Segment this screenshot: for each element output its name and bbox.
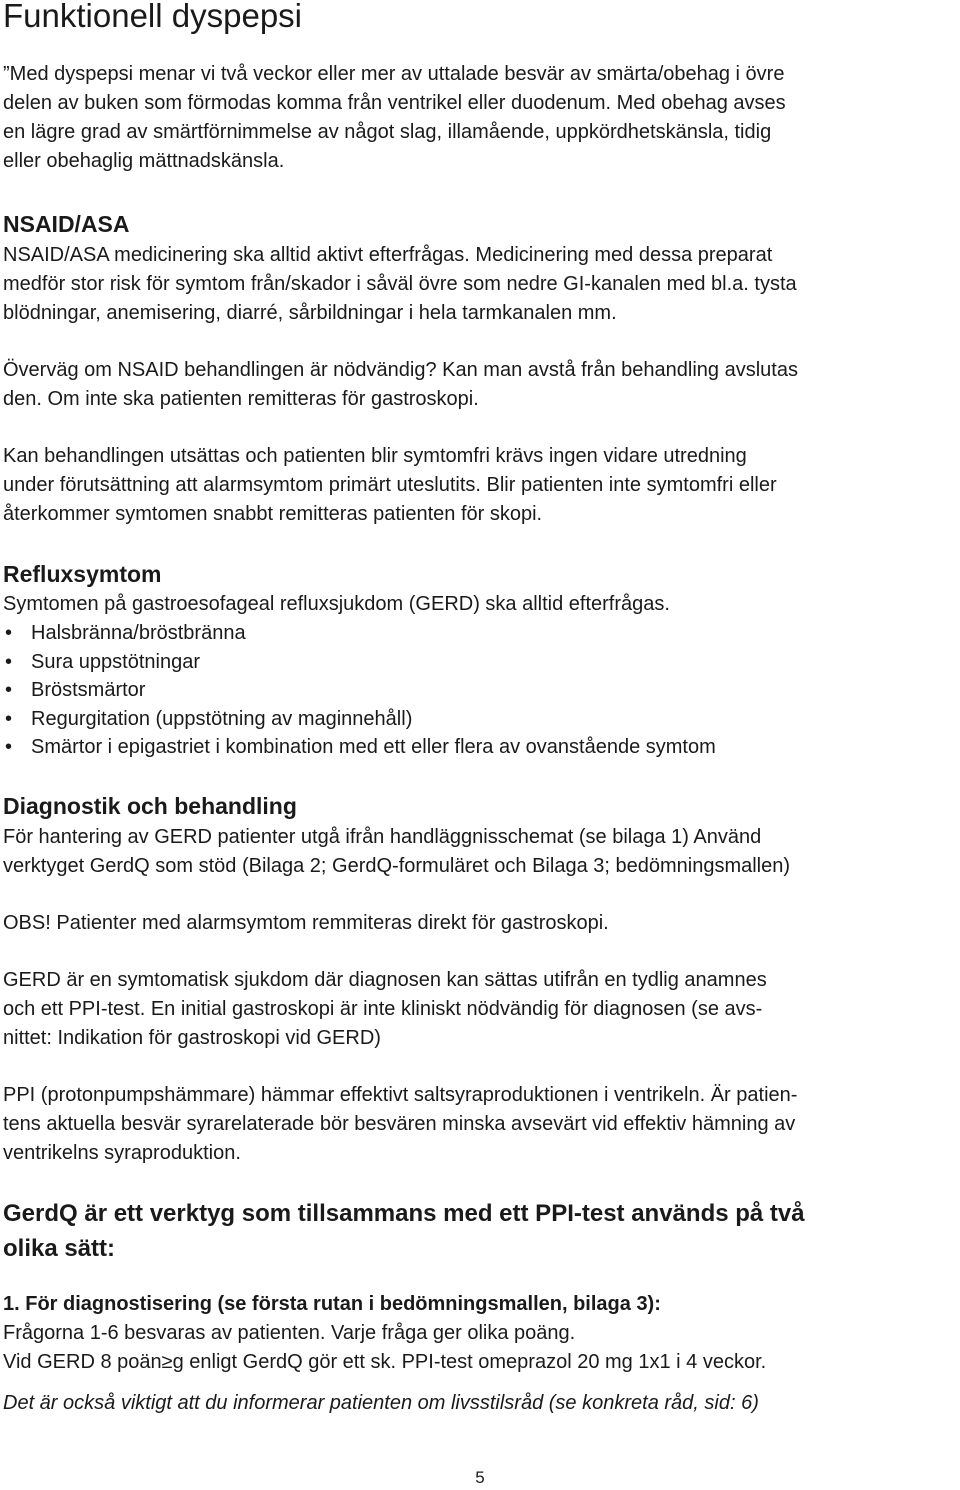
obs-paragraph: OBS! Patienter med alarmsymtom remmiteras direkt för gastroskopi. xyxy=(3,912,609,934)
nsaid-paragraph-1 xyxy=(3,241,955,328)
diag-line: nittet: Indikation för gastroskopi vid GERD) xyxy=(3,1027,381,1049)
intro-line: en lägre grad av smärtförnimmelse av något slag, illamående, uppkördhetskänsla, tidig xyxy=(3,121,772,143)
nsaid-paragraph-3 xyxy=(3,442,955,529)
nsaid-line: NSAID/ASA medicinering ska alltid aktivt efterfrågas. Medicinering med dessa preparat xyxy=(3,244,773,266)
intro-line: delen av buken som förmodas komma från ventrikel eller duodenum. Med obehag avses xyxy=(3,92,786,114)
diagnostics-heading: Diagnostik och behandling xyxy=(3,793,297,819)
symptom-list xyxy=(3,619,955,762)
diag-paragraph-1 xyxy=(3,823,955,881)
nsaid-line: Överväg om NSAID behandlingen är nödvändig? Kan man avstå från behandling avslutas xyxy=(3,359,798,381)
list-item: • Regurgitation (uppstötning av maginnehåll) xyxy=(3,705,955,734)
gerdq-subheading: 1. För diagnostisering (se första rutan i bedömningsmallen, bilaga 3): xyxy=(3,1293,661,1315)
reflux-heading: Refluxsymtom xyxy=(3,561,162,587)
nsaid-line: återkommer symtomen snabbt remitteras patienten för skopi. xyxy=(3,503,543,525)
nsaid-line: Kan behandlingen utsättas och patienten blir symtomfri krävs ingen vidare utredning xyxy=(3,445,747,467)
diag-paragraph-2 xyxy=(3,966,955,1053)
page-number: 5 xyxy=(475,1468,485,1487)
intro-line: eller obehaglig mättnadskänsla. xyxy=(3,150,285,172)
lifestyle-note: Det är också viktigt att du informerar patienten om livsstilsråd (se konkreta råd, sid: 6) xyxy=(3,1392,759,1414)
diag-line: ventrikelns syraproduktion. xyxy=(3,1142,241,1164)
intro-line: ”Med dyspepsi menar vi två veckor eller mer av uttalade besvär av smärta/obehag i övre xyxy=(3,63,785,85)
diag-line: och ett PPI-test. En initial gastroskopi är inte kliniskt nödvändig för diagnosen (se avs- xyxy=(3,998,763,1020)
diag-line: GERD är en symtomatisk sjukdom där diagnosen kan sättas utifrån en tydlig anamnes xyxy=(3,969,767,991)
diag-paragraph-3 xyxy=(3,1081,955,1168)
list-item: • Smärtor i epigastriet i kombination med ett eller flera av ovanstående symtom xyxy=(3,733,955,762)
nsaid-line: den. Om inte ska patienten remitteras för gastroskopi. xyxy=(3,388,479,410)
diag-line: tens aktuella besvär syrarelaterade bör besvären minska avsevärt vid effektiv hämning av xyxy=(3,1113,796,1135)
gerdq-line: Vid GERD 8 poän≥g enligt GerdQ gör ett sk. PPI-test omeprazol 20 mg 1x1 i 4 veckor. xyxy=(3,1351,767,1373)
diag-line: PPI (protonpumpshämmare) hämmar effektivt saltsyraproduktionen i ventrikeln. Är patien- xyxy=(3,1084,798,1106)
gerdq-paragraph xyxy=(3,1319,955,1377)
nsaid-line: under förutsättning att alarmsymtom primärt uteslutits. Blir patienten inte symtomfri eller xyxy=(3,474,777,496)
nsaid-line: blödningar, anemisering, diarré, sårbildningar i hela tarmkanalen mm. xyxy=(3,302,617,324)
diag-line: För hantering av GERD patienter utgå ifrån handläggnisschemat (se bilaga 1) Använd xyxy=(3,826,762,848)
nsaid-line: medför stor risk för symtom från/skador i såväl övre som nedre GI-kanalen med bl.a. tysta xyxy=(3,273,797,295)
nsaid-paragraph-2 xyxy=(3,356,955,414)
list-item: • Sura uppstötningar xyxy=(3,648,955,677)
intro-paragraph xyxy=(3,60,955,176)
diag-line: verktyget GerdQ som stöd (Bilaga 2; GerdQ-formuläret och Bilaga 3; bedömningsmallen) xyxy=(3,855,791,877)
gerdq-line: Frågorna 1-6 besvaras av patienten. Varje fråga ger olika poäng. xyxy=(3,1322,576,1344)
gerdq-heading: GerdQ är ett verktyg som tillsammans med ett PPI-test används på två olika sätt: xyxy=(3,1200,805,1262)
page-title: Funktionell dyspepsi xyxy=(3,0,302,34)
list-item: • Bröstsmärtor xyxy=(3,676,955,705)
reflux-intro: Symtomen på gastroesofageal refluxsjukdom (GERD) ska alltid efterfrågas. xyxy=(3,593,670,615)
list-item: • Halsbränna/bröstbränna xyxy=(3,619,955,648)
nsaid-heading: NSAID/ASA xyxy=(3,211,130,237)
